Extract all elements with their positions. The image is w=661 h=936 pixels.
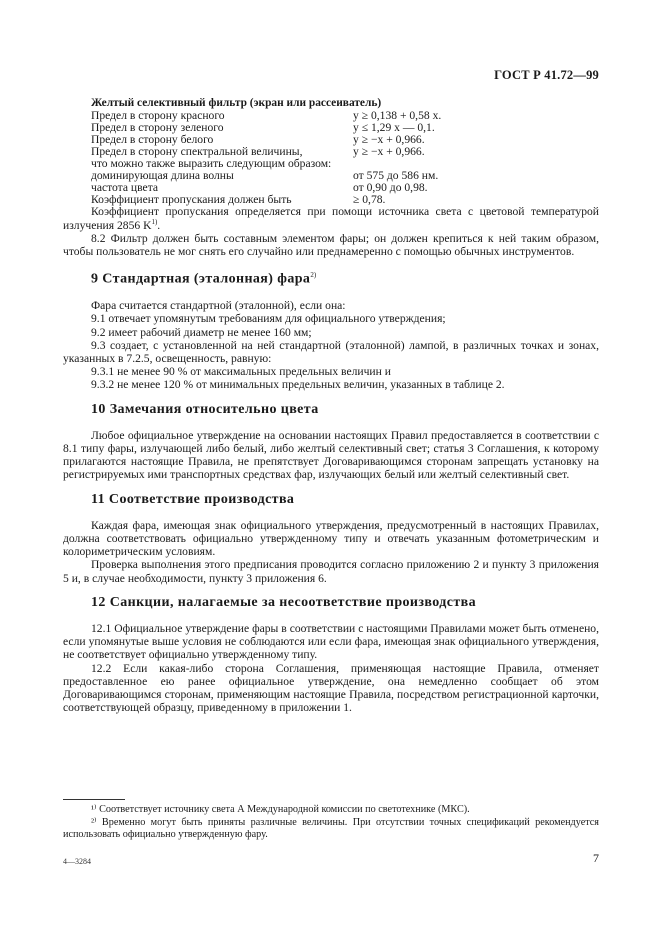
section-11-paragraph: Каждая фара, имеющая знак официального утверждения, предусмотренный в настоящих Правилах, должна соответствовать официально утвержденному типу и отвечать указанным фотометрическим и колориметрическим условиям. xyxy=(63,518,599,559)
footnote-ref-2: 2) xyxy=(310,271,317,280)
section-9-item: 9.3 создает, с установленной на ней стандартной (эталонной) лампой, в различных точках и зонах, указанных в 7.2.5, освещенность, равную: xyxy=(63,338,599,365)
property-name: доминирующая длина волны xyxy=(91,168,234,182)
property-value: от 575 до 586 нм. xyxy=(353,168,439,182)
document-id: ГОСТ Р 41.72—99 xyxy=(494,68,599,82)
property-name: Предел в сторону спектральной величины, xyxy=(91,144,303,158)
section-12-paragraph: 12.1 Официальное утверждение фары в соответствии с настоящими Правилами может быть отменено, если упомянутые выше условия не соблюдаются или если фара, имеющая знак официального утверждения, не соответствует официально утвержденному типу. xyxy=(63,621,599,662)
section-12-paragraph: 12.2 Если какая-либо сторона Соглашения, применяющая настоящие Правила, отменяет предоставленное ею ранее официальное утверждение, она немедленно сообщает об этом Договаривающимся сторонам, применяющим настоящие Правила, посредством регистрационной карточки, соответствующей образцу, приведенному в приложении 1. xyxy=(63,661,599,715)
property-name: что можно также выразить следующим образом: xyxy=(91,156,332,170)
footnote-ref-1: 1) xyxy=(151,217,158,226)
section-10-title: 10 Замечания относительно цвета xyxy=(91,401,319,417)
section-11-title: 11 Соответствие производства xyxy=(91,491,295,507)
filter-title: Желтый селективный фильтр (экран или рассеиватель) xyxy=(91,97,382,109)
page-content xyxy=(63,97,599,714)
property-name: Коэффициент пропускания должен быть xyxy=(91,192,292,206)
property-name: Предел в сторону белого xyxy=(91,133,214,147)
property-value: от 0,90 до 0,98. xyxy=(353,180,428,194)
footnotes xyxy=(63,804,599,842)
section-9-title: 9 Стандартная (эталонная) фара$^{2)}$ xyxy=(91,271,317,287)
footnote-1: ¹⁾ Соответствует источнику света А Международной комиссии по светотехнике (МКС). xyxy=(91,804,470,815)
section-9-intro: Фара считается стандартной (эталонной), если она: xyxy=(91,299,346,313)
filter-property-row xyxy=(91,194,441,206)
transmission-note: Коэффициент пропускания определяется при помощи источника света с цветовой температурой излучения 2856 K$^{1)}$. xyxy=(63,205,599,232)
section-9-item: 9.3.1 не менее 90 % от максимальных предельных величин и xyxy=(91,365,391,379)
property-value: y ≥ 0,138 + 0,58 x. xyxy=(353,109,442,123)
property-value: ≥ 0,78. xyxy=(353,192,386,206)
filter-property-row xyxy=(91,170,441,182)
section-9-item: 9.1 отвечает упомянутым требованиям для официального утверждения; xyxy=(91,312,446,326)
property-name: частота цвета xyxy=(91,180,159,194)
property-name: Предел в сторону зеленого xyxy=(91,121,224,135)
document-page xyxy=(63,0,599,936)
property-value: y ≤ 1,29 x — 0,1. xyxy=(353,121,435,135)
section-9-item: 9.2 имеет рабочий диаметр не менее 160 мм; xyxy=(91,325,312,339)
property-name: Предел в сторону красного xyxy=(91,109,225,123)
filter-property-row xyxy=(91,158,441,170)
page-number: 7 xyxy=(593,851,599,865)
property-value: y ≥ −x + 0,966. xyxy=(353,133,425,147)
footnote-divider xyxy=(63,799,125,800)
section-9-item: 9.3.2 не менее 120 % от минимальных предельных величин, указанных в таблице 2. xyxy=(91,378,505,392)
filter-property-row xyxy=(91,182,441,194)
print-code: 4—3284 xyxy=(63,857,91,866)
footnote-2: ²⁾ Временно могут быть приняты различные величины. При отсутствии точных спецификаций рекомендуется использовать официально утвержденную фару. xyxy=(63,816,599,841)
paragraph-8-2: 8.2 Фильтр должен быть составным элементом фары; он должен крепиться к ней таким образом, чтобы пользователь не мог снять его случайно или преднамеренно с помощью обычных инструментов. xyxy=(63,231,599,259)
section-12-title: 12 Санкции, налагаемые за несоответствие производства xyxy=(91,594,477,610)
section-10-text: Любое официальное утверждение на основании настоящих Правил предоставляется в соответствии с 8.1 типу фары, излучающей либо белый, либо желтый селективный свет; статья 3 Соглашения, к которому прилагаются настоящие Правила, не препятствует Договаривающимся сторонам запрещать установку на регистрируемых ими транспортных средствах фар, излучающих белый или желтый селективный свет. xyxy=(63,428,599,482)
property-value xyxy=(353,158,441,170)
section-11-paragraph: Проверка выполнения этого предписания проводится согласно приложению 2 и пункту 3 приложения 5 и, в случае необходимости, пункту 3 приложения 6. xyxy=(63,558,599,585)
filter-properties-table xyxy=(91,110,441,205)
property-value: y ≥ −x + 0,966. xyxy=(353,144,425,158)
